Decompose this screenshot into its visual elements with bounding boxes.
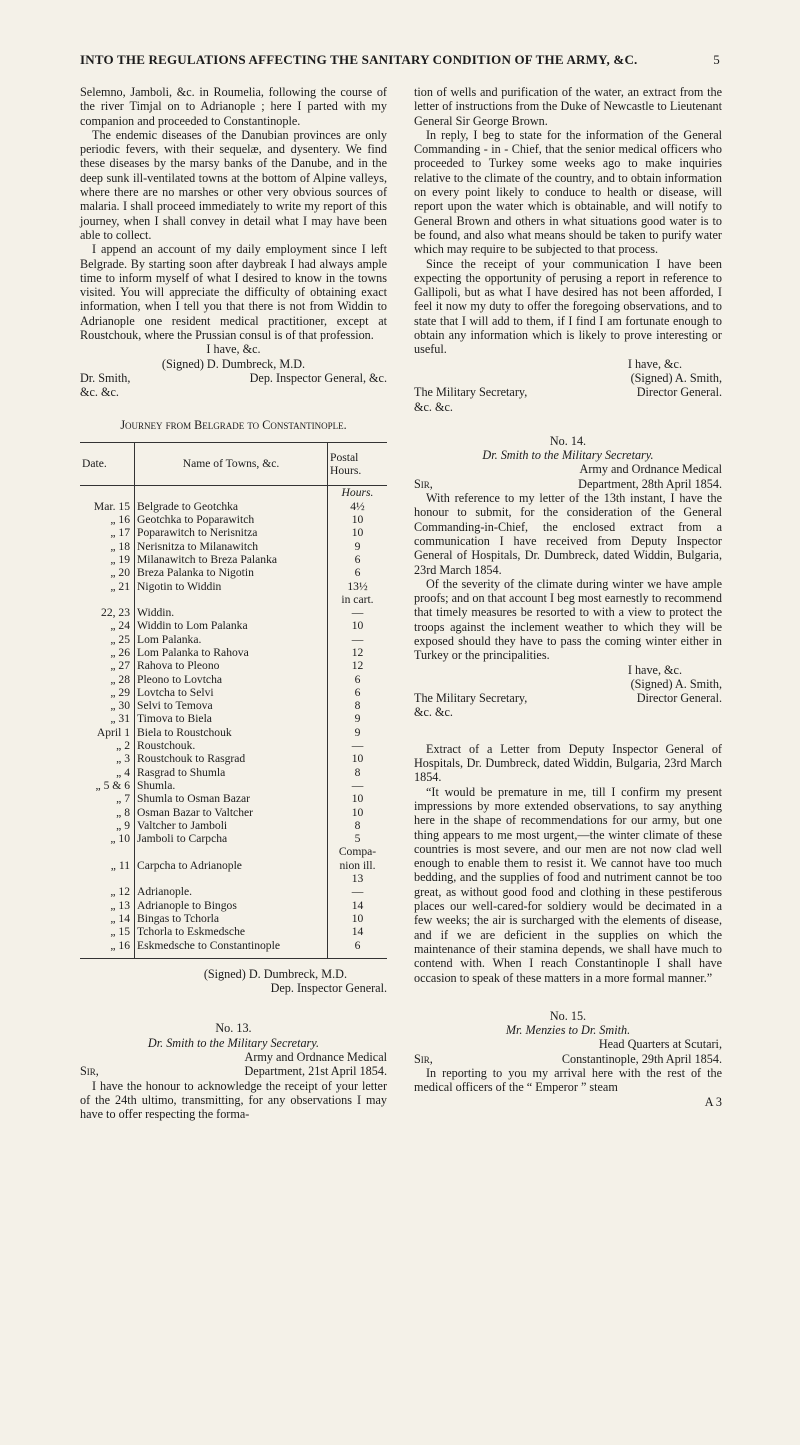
salutation: Sir, bbox=[414, 1051, 433, 1066]
hours-cell: 6 bbox=[354, 685, 361, 699]
table-row bbox=[80, 726, 387, 739]
date-cell: „ 12 bbox=[80, 885, 135, 898]
table-row bbox=[80, 925, 387, 938]
paragraph: tion of wells and purification of the water, an extract from the letter of instructions from the Duke of Newcastle to Lieutenant General Sir George Brown. bbox=[414, 85, 722, 128]
table-row bbox=[80, 779, 387, 792]
towns-cell: Widdin to Lom Palanka bbox=[135, 619, 328, 632]
table-row bbox=[80, 619, 387, 632]
towns-cell: Breza Palanka to Nigotin bbox=[135, 566, 328, 579]
salutation-line bbox=[80, 1064, 387, 1078]
letter-number: No. 14. bbox=[549, 433, 587, 448]
date-cell: „ 13 bbox=[80, 899, 135, 912]
right-column bbox=[414, 85, 722, 1109]
date-cell: „ 8 bbox=[80, 806, 135, 819]
address-line bbox=[414, 691, 722, 705]
hours-cell: — bbox=[351, 885, 364, 899]
hours-cell: — bbox=[351, 606, 364, 620]
date-cell: „ 30 bbox=[80, 699, 135, 712]
closing: I have, &c. bbox=[627, 356, 682, 371]
date-cell: „ 4 bbox=[80, 766, 135, 779]
towns-cell bbox=[135, 872, 328, 885]
table-row bbox=[80, 673, 387, 686]
addressee: The Military Secretary, bbox=[414, 691, 528, 706]
towns-cell: Roustchouk to Rasgrad bbox=[135, 752, 328, 765]
date-cell: „ 17 bbox=[80, 526, 135, 539]
table-row bbox=[80, 752, 387, 765]
towns-cell: Lom Palanka to Rahova bbox=[135, 646, 328, 659]
towns-cell: Nerisnitza to Milanawitch bbox=[135, 540, 328, 553]
towns-cell: Belgrade to Geotchka bbox=[135, 500, 328, 513]
paragraph: In reporting to you my arrival here with the rest of the medical officers of the “ Emperor ” steam bbox=[414, 1066, 722, 1095]
date-cell: „ 11 bbox=[80, 859, 135, 872]
table-row bbox=[80, 486, 387, 500]
towns-cell: Lom Palanka. bbox=[135, 633, 328, 646]
date-cell: „ 16 bbox=[80, 939, 135, 959]
table-row bbox=[80, 526, 387, 539]
hours-cell: 6 bbox=[354, 566, 361, 580]
table-row bbox=[80, 766, 387, 779]
hours-cell: 6 bbox=[354, 672, 361, 686]
hours-cell: 5 bbox=[354, 832, 361, 846]
hours-cell: 10 bbox=[351, 805, 364, 819]
salutation-line bbox=[414, 1052, 722, 1066]
date-cell: „ 18 bbox=[80, 540, 135, 553]
table-row bbox=[80, 819, 387, 832]
table-row bbox=[80, 540, 387, 553]
hours-cell: 8 bbox=[354, 699, 361, 713]
etc-line: &c. &c. bbox=[414, 399, 453, 414]
salutation-line bbox=[414, 477, 722, 491]
column-header-towns: Name of Towns, &c. bbox=[135, 442, 328, 486]
hours-cell: 13 bbox=[351, 872, 364, 886]
column-header-date: Date. bbox=[80, 442, 135, 486]
letter-date: Constantinople, 29th April 1854. bbox=[561, 1051, 722, 1066]
left-column bbox=[80, 85, 387, 1121]
date-cell: Mar. 15 bbox=[80, 500, 135, 513]
date-cell: „ 3 bbox=[80, 752, 135, 765]
hours-cell: — bbox=[351, 739, 364, 753]
date-cell: „ 7 bbox=[80, 792, 135, 805]
salutation: Sir, bbox=[80, 1064, 99, 1079]
office: Director General. bbox=[636, 385, 722, 400]
date-cell: April 1 bbox=[80, 726, 135, 739]
salutation: Sir, bbox=[414, 476, 433, 491]
signature: (Signed) A. Smith, bbox=[630, 370, 722, 385]
hours-cell: in cart. bbox=[341, 592, 374, 606]
date-cell: „ 5 & 6 bbox=[80, 779, 135, 792]
table-row bbox=[80, 553, 387, 566]
letter-title: Mr. Menzies to Dr. Smith. bbox=[505, 1023, 631, 1038]
addressee: The Military Secretary, bbox=[414, 385, 528, 400]
hours-cell: 9 bbox=[354, 725, 361, 739]
table-row bbox=[80, 606, 387, 619]
page-number: 5 bbox=[713, 52, 720, 67]
office: Director General. bbox=[636, 691, 722, 706]
hours-cell: 4½ bbox=[350, 499, 365, 513]
towns-cell: Selvi to Temova bbox=[135, 699, 328, 712]
table-row bbox=[80, 633, 387, 646]
hours-cell: 10 bbox=[351, 619, 364, 633]
closing: I have, &c. bbox=[627, 662, 682, 677]
letter-title: Dr. Smith to the Military Secretary. bbox=[147, 1035, 320, 1050]
towns-cell: Tchorla to Eskmedsche bbox=[135, 925, 328, 938]
table-row bbox=[80, 872, 387, 885]
table-row bbox=[80, 859, 387, 872]
hours-cell: 10 bbox=[351, 513, 364, 527]
date-cell: „ 24 bbox=[80, 619, 135, 632]
extract-title: Extract of a Letter from Deputy Inspector General of Hospitals, Dr. Dumbreck, dated Widdin, Bulgaria, 23rd March 1854. bbox=[414, 741, 722, 785]
department-date: Department, 28th April 1854. bbox=[578, 476, 722, 491]
towns-cell: Nigotin to Widdin bbox=[135, 580, 328, 593]
table-row bbox=[80, 885, 387, 898]
hours-cell: 12 bbox=[351, 645, 364, 659]
table-row bbox=[80, 939, 387, 959]
table-row bbox=[80, 712, 387, 725]
towns-cell: Shumla to Osman Bazar bbox=[135, 792, 328, 805]
hours-label: Hours. bbox=[341, 486, 374, 500]
paragraph: Since the receipt of your communication I have been expecting the opportunity of perusing a report in reference to Gallipoli, but as what I have desired has not been afforded, I feel it now my duty to offer the foregoing observations, and to state that I will add to them, if I find I am fortunate enough to obtain any information which is likely to prove interesting or useful. bbox=[414, 256, 722, 357]
letter-number: No. 15. bbox=[549, 1008, 587, 1023]
addressee: Dr. Smith, bbox=[80, 370, 131, 385]
department-date: Department, 21st April 1854. bbox=[244, 1064, 387, 1079]
towns-cell: Valtcher to Jamboli bbox=[135, 819, 328, 832]
department-line: Army and Ordnance Medical bbox=[579, 462, 722, 477]
hours-cell: 6 bbox=[354, 552, 361, 566]
paragraph: I have the honour to acknowledge the receipt of your letter of the 24th ultimo, transmitting, for any observations I may have to offer respecting the forma- bbox=[80, 1078, 387, 1122]
date-cell: „ 19 bbox=[80, 553, 135, 566]
table-row bbox=[80, 513, 387, 526]
towns-cell: Widdin. bbox=[135, 606, 328, 619]
signature: (Signed) D. Dumbreck, M.D. bbox=[161, 356, 306, 371]
towns-cell: Pleono to Lovtcha bbox=[135, 673, 328, 686]
hours-cell: 14 bbox=[351, 925, 364, 939]
towns-cell: Rasgrad to Shumla bbox=[135, 766, 328, 779]
department-line: Army and Ordnance Medical bbox=[244, 1050, 387, 1064]
running-head bbox=[80, 52, 720, 68]
table-signature: (Signed) D. Dumbreck, M.D. bbox=[203, 966, 347, 981]
table-row bbox=[80, 845, 387, 858]
running-title: INTO THE REGULATIONS AFFECTING THE SANITARY CONDITION OF THE ARMY, &C. bbox=[80, 52, 638, 67]
table-row bbox=[80, 899, 387, 912]
date-cell: „ 9 bbox=[80, 819, 135, 832]
table-row bbox=[80, 832, 387, 845]
hours-cell: nion ill. bbox=[339, 858, 376, 872]
table-row bbox=[80, 699, 387, 712]
towns-cell: Shumla. bbox=[135, 779, 328, 792]
hours-cell: — bbox=[351, 632, 364, 646]
hours-cell: 13½ bbox=[347, 579, 368, 593]
paragraph: I append an account of my daily employment since I left Belgrade. By starting soon after daybreak I had always ample time to inform myself of what I desired to know in the towns visited. You will appreciate the difficulty of obtaining exact information, when I tell you that there is not from Widdin to Adrianople one resident medical practitioner, except at Roustchouk, where the Prussian consul is of that profession. bbox=[80, 242, 387, 343]
paragraph: With reference to my letter of the 13th instant, I have the honour to submit, for the consideration of the General Commanding-in-Chief, the enclosed extract from a communication I have received from Deputy Inspector General of Hospitals, Dr. Dumbreck, dated Widdin, Bulgaria, 23rd March 1854. bbox=[414, 491, 722, 577]
towns-cell: Bingas to Tchorla bbox=[135, 912, 328, 925]
hours-cell: 12 bbox=[351, 659, 364, 673]
table-row bbox=[80, 659, 387, 672]
table-row bbox=[80, 792, 387, 805]
towns-cell: Adrianople to Bingos bbox=[135, 899, 328, 912]
date-cell: „ 31 bbox=[80, 712, 135, 725]
hours-cell: 14 bbox=[351, 898, 364, 912]
etc-line: &c. &c. bbox=[414, 705, 453, 720]
towns-cell: Eskmedsche to Constantinople bbox=[135, 939, 328, 959]
letter-title: Dr. Smith to the Military Secretary. bbox=[482, 448, 654, 463]
letter-number: No. 13. bbox=[215, 1021, 252, 1036]
date-cell: „ 2 bbox=[80, 739, 135, 752]
headquarters-line: Head Quarters at Scutari, bbox=[598, 1037, 722, 1052]
date-cell: „ 14 bbox=[80, 912, 135, 925]
hours-cell: Compa- bbox=[338, 845, 377, 859]
date-cell: „ 15 bbox=[80, 925, 135, 938]
table-row bbox=[80, 912, 387, 925]
towns-cell: Rahova to Pleono bbox=[135, 659, 328, 672]
table-office: Dep. Inspector General. bbox=[270, 981, 387, 996]
paragraph: Selemno, Jamboli, &c. in Roumelia, following the course of the river Timjal on to Adrianople ; here I parted with my companion and proceeded to Constantinople. bbox=[80, 85, 387, 128]
date-cell bbox=[80, 872, 135, 885]
hours-cell: 10 bbox=[351, 752, 364, 766]
table-row bbox=[80, 646, 387, 659]
hours-cell: 10 bbox=[351, 911, 364, 925]
towns-cell: Biela to Roustchouk bbox=[135, 726, 328, 739]
paragraph: Of the severity of the climate during winter we have ample proofs; and on that account I beg most earnestly to recommend that timely measures be resorted to with a view to protect the troops against the inclement weather to which they will be exposed should they have to pass the coming winter either in Turkey or the principalities. bbox=[414, 576, 722, 663]
hours-cell: 10 bbox=[351, 526, 364, 540]
towns-cell: Roustchouk. bbox=[135, 739, 328, 752]
towns-cell: Osman Bazar to Valtcher bbox=[135, 806, 328, 819]
date-cell: „ 29 bbox=[80, 686, 135, 699]
towns-cell: Geotchka to Poparawitch bbox=[135, 513, 328, 526]
towns-cell: Jamboli to Carpcha bbox=[135, 832, 328, 845]
hours-cell: — bbox=[351, 778, 364, 792]
table-row bbox=[80, 500, 387, 513]
closing: I have, &c. bbox=[206, 342, 261, 357]
hours-cell: 10 bbox=[351, 792, 364, 806]
journey-table-body bbox=[80, 486, 387, 958]
signature-mark: A 3 bbox=[704, 1094, 722, 1109]
address-line bbox=[414, 385, 722, 399]
office: Dep. Inspector General, &c. bbox=[249, 370, 387, 385]
date-cell: „ 27 bbox=[80, 659, 135, 672]
hours-cell: 6 bbox=[328, 939, 388, 959]
date-cell: „ 21 bbox=[80, 580, 135, 593]
table-row bbox=[80, 593, 387, 606]
signature: (Signed) A. Smith, bbox=[630, 676, 722, 691]
table-row bbox=[80, 686, 387, 699]
extract-paragraph: “It would be premature in me, till I confirm my present impressions by more extended observations, to say anything here in the shape of recommendations for our army, but one thing appears to me most urgent,—the winter climate of these countries is most severe, and our men are not now clad well enough to enable them to resist it. We cannot have too much bedding, and the supplies of food and nutriment cannot be too great, as without good food and clothing in these pestiferous places our well-cared-for soldiery would be decimated in a few weeks; the air is surcharged with the elements of disease, and if we are deficient in the supplies on which the maintenance of their stamina depends, we shall have much to contend with. When I reach Constantinople I shall have occasion to speak of these matters in a more formal manner.” bbox=[414, 784, 722, 985]
towns-cell: Poparawitch to Nerisnitza bbox=[135, 526, 328, 539]
hours-cell: 9 bbox=[354, 712, 361, 726]
column-header-hours: Postal Hours. bbox=[328, 442, 388, 486]
table-row bbox=[80, 739, 387, 752]
paragraph: The endemic diseases of the Danubian provinces are only periodic fevers, with their sequelæ, and dysentery. We find these diseases by the marsy banks of the Danube, and in the deep sunk ill-ventilated towns at the bottom of Alpine valleys, where there are no marshes or other very obvious sources of malaria. I shall proceed immediately to write my report of this journey, when I shall convey in detail what I may have been able to collect. bbox=[80, 127, 387, 242]
hours-cell: 8 bbox=[354, 818, 361, 832]
table-row bbox=[80, 806, 387, 819]
hours-cell: 8 bbox=[354, 765, 361, 779]
address-line bbox=[80, 371, 387, 385]
date-cell: „ 16 bbox=[80, 513, 135, 526]
etc-line: &c. &c. bbox=[80, 385, 119, 400]
towns-cell: Milanawitch to Breza Palanka bbox=[135, 553, 328, 566]
towns-cell bbox=[135, 593, 328, 606]
date-cell: „ 20 bbox=[80, 566, 135, 579]
table-header-row bbox=[80, 442, 387, 486]
date-cell bbox=[80, 845, 135, 858]
table-row bbox=[80, 566, 387, 579]
table-row bbox=[80, 580, 387, 593]
towns-cell: Timova to Biela bbox=[135, 712, 328, 725]
date-cell bbox=[80, 593, 135, 606]
date-cell: „ 10 bbox=[80, 832, 135, 845]
paragraph: In reply, I beg to state for the information of the General Commanding - in - Chief, that the senior medical officers who proceeded to Turkey some weeks ago to make inquiries relative to the climate of the country, and to obtain information on every point likely to conduce to health or disease, will report upon the water which is obtainable, and will notify to General Brown and others in what situations good water is to be found, and also what means should be taken to purify water which may require to be subjected to that process. bbox=[414, 127, 722, 257]
journey-title: Journey from Belgrade to Constantinople. bbox=[120, 417, 347, 432]
journey-table bbox=[80, 442, 387, 959]
date-cell: „ 25 bbox=[80, 633, 135, 646]
date-cell: 22, 23 bbox=[80, 606, 135, 619]
towns-cell: Adrianople. bbox=[135, 885, 328, 898]
towns-cell bbox=[135, 845, 328, 858]
date-cell: „ 28 bbox=[80, 673, 135, 686]
hours-cell: 9 bbox=[354, 539, 361, 553]
date-cell: „ 26 bbox=[80, 646, 135, 659]
towns-cell: Carpcha to Adrianople bbox=[135, 859, 328, 872]
towns-cell: Lovtcha to Selvi bbox=[135, 686, 328, 699]
